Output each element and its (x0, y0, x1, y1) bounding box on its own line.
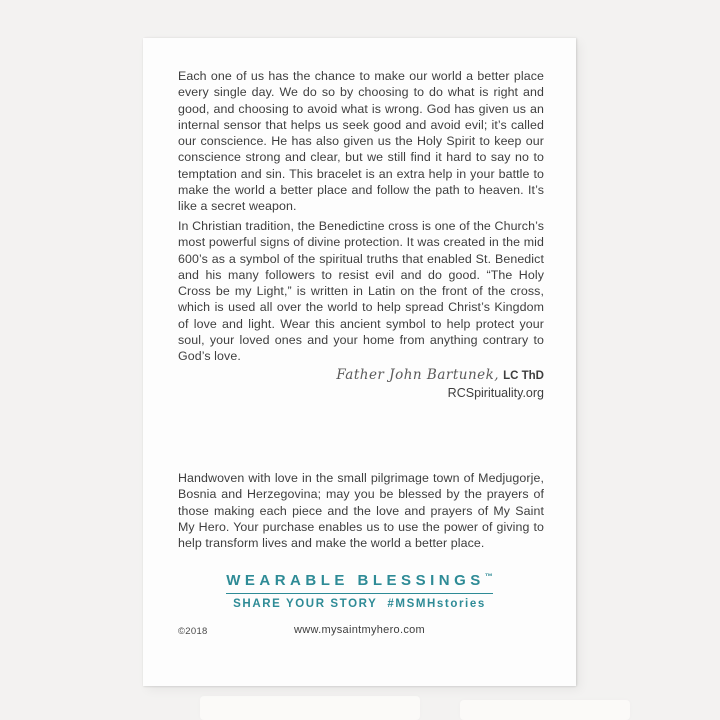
intro-paragraph: Each one of us has the chance to make our world a better place every single day. We do so by choosing to do what is right and good, and choosing to avoid what is wrong. God has given us an internal sensor that helps us seek good and avoid evil; it’s called our conscience. He has also given us the Holy Spirit to keep our conscience strong and clear, but we still find it hard to say no to temptation and sin. This bracelet is an extra help in your battle to make the world a better place and follow the path to heaven. It’s like a secret weapon. (178, 69, 544, 214)
author-signature-block (336, 366, 544, 400)
benedictine-cross-paragraph: In Christian tradition, the Benedictine cross is one of the Church’s most powerful signs of divine protection. It was created in the mid 600’s as a symbol of the spiritual truths that enabled St. Benedict and his many followers to resist evil and do good. “The Holy Cross be my Light,” is written in Latin on the front of the cross, which is used all over the world to help spread Christ’s Kingdom of love and light. Wear this ancient symbol to help protect your soul, your loved ones and your home from anything contrary to God’s love. (178, 219, 544, 364)
author-credentials: LC ThD (503, 370, 544, 382)
background-item-edge (200, 696, 420, 720)
footer-website: www.mysaintmyhero.com (294, 624, 425, 636)
trademark-symbol: ™ (484, 572, 493, 581)
copyright-text: ©2018 (178, 626, 208, 637)
tagline-share-text: SHARE YOUR STORY (233, 598, 378, 610)
tagline-hashtag: #MSMHstories (387, 598, 486, 610)
background-item-edge (460, 700, 630, 720)
product-insert-card (143, 38, 576, 686)
card-footer (143, 624, 576, 640)
brand-wordmark (226, 572, 493, 594)
brand-wordmark-text: WEARABLE BLESSINGS (226, 572, 485, 589)
author-signature-script: Father John Bartunek, (336, 367, 500, 383)
brand-tagline (143, 598, 576, 610)
brand-block (143, 572, 576, 610)
author-website: RCSpirituality.org (447, 386, 544, 400)
handwoven-paragraph: Handwoven with love in the small pilgrimage town of Medjugorje, Bosnia and Herzegovina; may you be blessed by the prayers of those making each piece and the love and prayers of My Saint My Hero. Your purchase enables us to use the power of giving to help transform lives and make the world a better place. (178, 471, 544, 551)
